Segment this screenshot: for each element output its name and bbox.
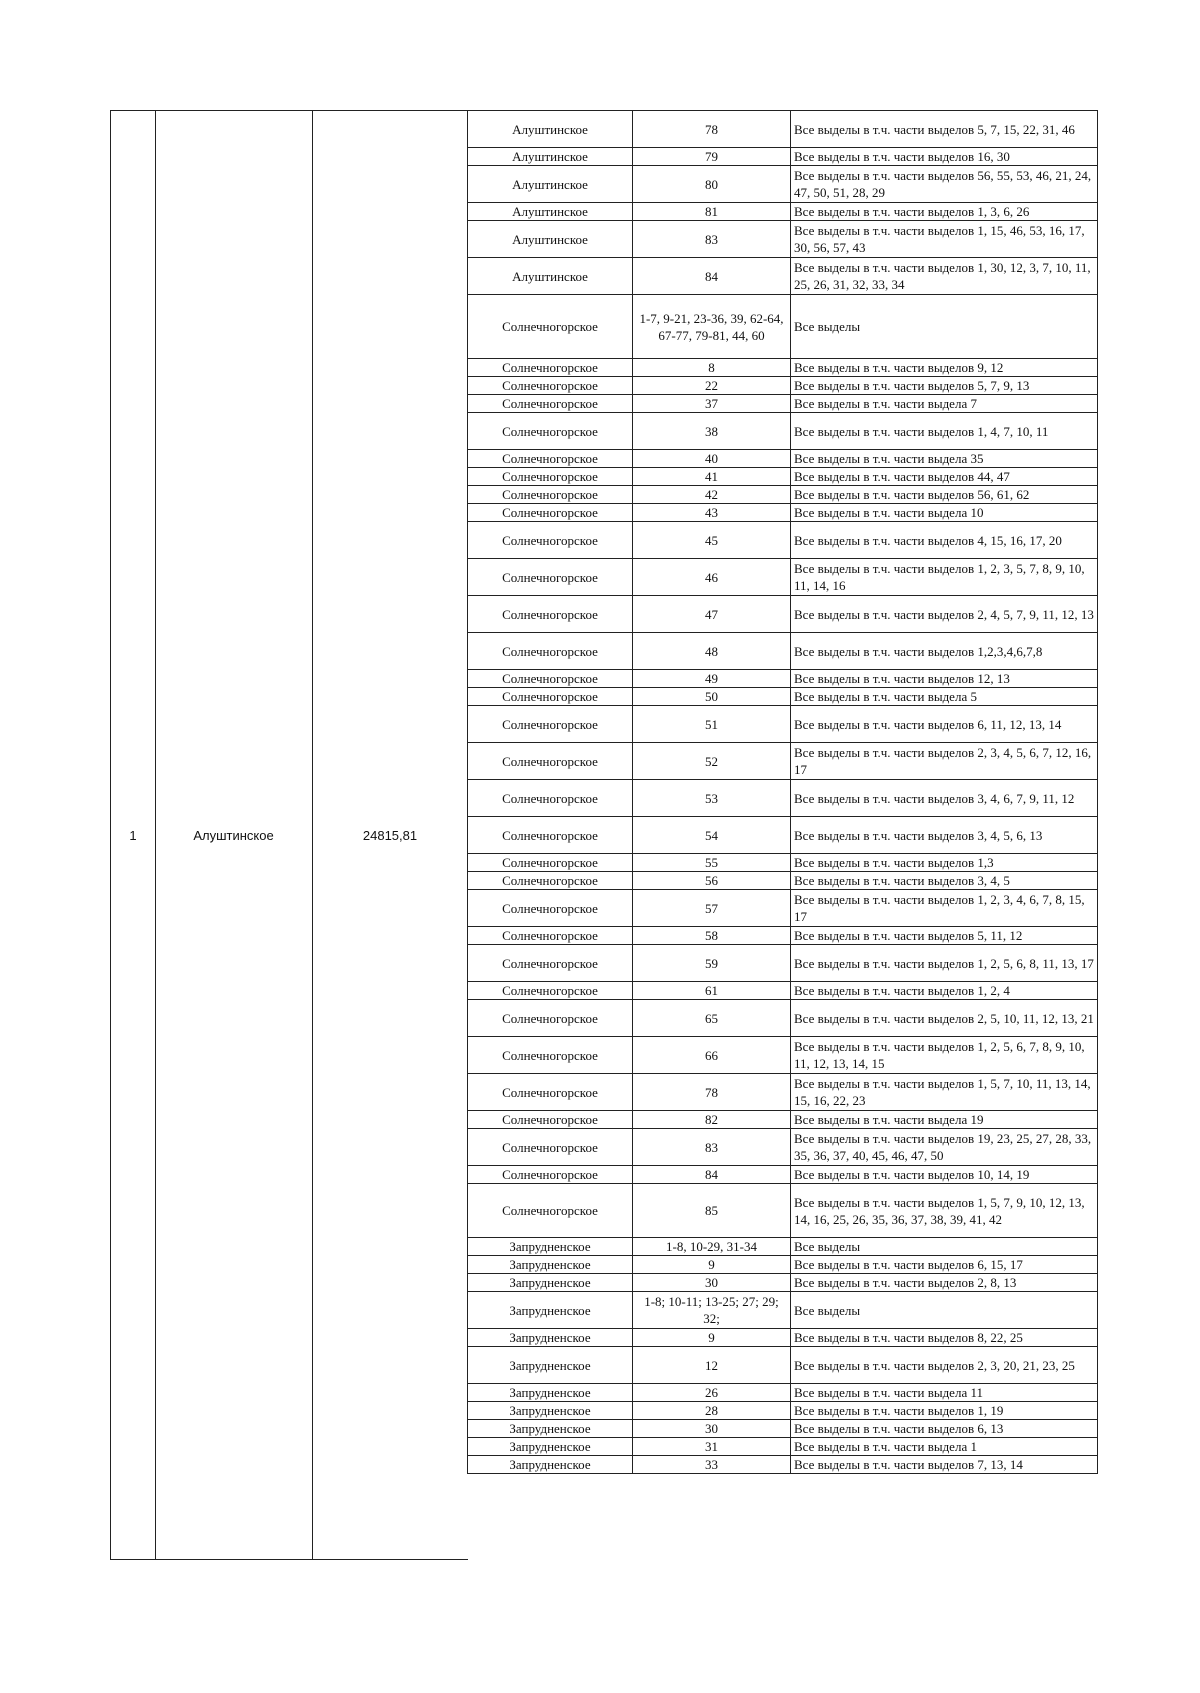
table-row <box>468 1347 1098 1384</box>
table-row <box>468 1074 1098 1111</box>
parcels-cell: Все выделы в т.ч. части выделов 56, 61, 62 <box>791 486 1098 504</box>
quarter-cell: 57 <box>633 890 791 927</box>
forestry-cell: Алуштинское <box>468 258 633 295</box>
forestry-cell: Запрудненское <box>468 1420 633 1438</box>
quarter-cell: 30 <box>633 1420 791 1438</box>
forestry-cell: Солнечногорское <box>468 945 633 982</box>
forestry-cell: Солнечногорское <box>468 395 633 413</box>
parcels-cell: Все выделы в т.ч. части выделов 2, 3, 20, 21, 23, 25 <box>791 1347 1098 1384</box>
quarter-cell: 54 <box>633 817 791 854</box>
parcels-cell: Все выделы в т.ч. части выдела 1 <box>791 1438 1098 1456</box>
table-row <box>468 166 1098 203</box>
table-row <box>468 486 1098 504</box>
quarter-cell: 52 <box>633 743 791 780</box>
district-name: Алуштинское <box>193 827 274 843</box>
forestry-cell: Солнечногорское <box>468 559 633 596</box>
table-row <box>468 221 1098 258</box>
parcels-cell: Все выделы в т.ч. части выделов 1, 4, 7, 10, 11 <box>791 413 1098 450</box>
forestry-cell: Солнечногорское <box>468 450 633 468</box>
forestry-cell: Солнечногорское <box>468 854 633 872</box>
quarter-cell: 22 <box>633 377 791 395</box>
quarter-cell: 55 <box>633 854 791 872</box>
table-row <box>468 817 1098 854</box>
table-row <box>468 596 1098 633</box>
parcels-cell: Все выделы в т.ч. части выделов 5, 11, 12 <box>791 927 1098 945</box>
parcels-cell: Все выделы в т.ч. части выделов 6, 15, 17 <box>791 1256 1098 1274</box>
forestry-cell: Алуштинское <box>468 166 633 203</box>
quarter-cell: 1-7, 9-21, 23-36, 39, 62-64, 67-77, 79-81, 44, 60 <box>633 295 791 359</box>
quarter-cell: 30 <box>633 1274 791 1292</box>
parcels-cell: Все выделы <box>791 1292 1098 1329</box>
table-row <box>468 1329 1098 1347</box>
quarter-cell: 43 <box>633 504 791 522</box>
forestry-cell: Солнечногорское <box>468 872 633 890</box>
table-row <box>468 148 1098 166</box>
quarter-cell: 85 <box>633 1184 791 1238</box>
quarter-cell: 81 <box>633 203 791 221</box>
table-row <box>468 1000 1098 1037</box>
table-row <box>468 1166 1098 1184</box>
table-row <box>468 872 1098 890</box>
table-row <box>468 450 1098 468</box>
parcels-cell: Все выделы в т.ч. части выделов 1, 2, 5, 6, 8, 11, 13, 17 <box>791 945 1098 982</box>
quarter-cell: 83 <box>633 221 791 258</box>
parcels-cell: Все выделы в т.ч. части выделов 3, 4, 5 <box>791 872 1098 890</box>
forestry-cell: Солнечногорское <box>468 413 633 450</box>
quarter-cell: 28 <box>633 1402 791 1420</box>
quarter-cell: 83 <box>633 1129 791 1166</box>
table-row <box>468 927 1098 945</box>
quarter-cell: 1-8; 10-11; 13-25; 27; 29; 32; <box>633 1292 791 1329</box>
quarter-cell: 40 <box>633 450 791 468</box>
forestry-cell: Запрудненское <box>468 1438 633 1456</box>
quarter-cell: 9 <box>633 1329 791 1347</box>
row-number: 1 <box>129 827 137 843</box>
table-row <box>468 688 1098 706</box>
parcels-cell: Все выделы в т.ч. части выделов 6, 13 <box>791 1420 1098 1438</box>
forestry-cell: Солнечногорское <box>468 1129 633 1166</box>
quarter-cell: 38 <box>633 413 791 450</box>
table-row <box>468 780 1098 817</box>
table-row <box>468 743 1098 780</box>
quarter-cell: 9 <box>633 1256 791 1274</box>
forestry-cell: Запрудненское <box>468 1347 633 1384</box>
table-row <box>468 1384 1098 1402</box>
quarter-cell: 46 <box>633 559 791 596</box>
parcels-cell: Все выделы <box>791 1238 1098 1256</box>
parcels-cell: Все выделы в т.ч. части выделов 1, 30, 12, 3, 7, 10, 11, 25, 26, 31, 32, 33, 34 <box>791 258 1098 295</box>
table-row <box>468 203 1098 221</box>
forestry-cell: Запрудненское <box>468 1256 633 1274</box>
parcels-cell: Все выделы в т.ч. части выделов 3, 4, 6, 7, 9, 11, 12 <box>791 780 1098 817</box>
parcels-cell: Все выделы в т.ч. части выделов 8, 22, 25 <box>791 1329 1098 1347</box>
forestry-cell: Солнечногорское <box>468 743 633 780</box>
table-row <box>468 1184 1098 1238</box>
forestry-cell: Солнечногорское <box>468 359 633 377</box>
parcels-cell: Все выделы <box>791 295 1098 359</box>
parcels-cell: Все выделы в т.ч. части выделов 5, 7, 9, 13 <box>791 377 1098 395</box>
forestry-cell: Запрудненское <box>468 1402 633 1420</box>
parcels-cell: Все выделы в т.ч. части выделов 2, 4, 5, 7, 9, 11, 12, 13 <box>791 596 1098 633</box>
parcels-cell: Все выделы в т.ч. части выдела 5 <box>791 688 1098 706</box>
forestry-cell: Солнечногорское <box>468 1111 633 1129</box>
parcels-cell: Все выделы в т.ч. части выделов 19, 23, 25, 27, 28, 33, 35, 36, 37, 40, 45, 46, 47, 50 <box>791 1129 1098 1166</box>
parcels-cell: Все выделы в т.ч. части выделов 1,3 <box>791 854 1098 872</box>
quarter-cell: 8 <box>633 359 791 377</box>
quarter-cell: 47 <box>633 596 791 633</box>
quarter-cell: 78 <box>633 1074 791 1111</box>
quarter-cell: 41 <box>633 468 791 486</box>
parcels-cell: Все выделы в т.ч. части выделов 1, 2, 3, 4, 6, 7, 8, 15, 17 <box>791 890 1098 927</box>
forestry-cell: Запрудненское <box>468 1292 633 1329</box>
quarter-cell: 1-8, 10-29, 31-34 <box>633 1238 791 1256</box>
forestry-cell: Солнечногорское <box>468 1037 633 1074</box>
table-row <box>468 359 1098 377</box>
parcels-cell: Все выделы в т.ч. части выделов 1, 3, 6, 26 <box>791 203 1098 221</box>
quarter-cell: 66 <box>633 1037 791 1074</box>
parcels-cell: Все выделы в т.ч. части выдела 19 <box>791 1111 1098 1129</box>
quarter-cell: 78 <box>633 111 791 148</box>
forestry-cell: Солнечногорское <box>468 504 633 522</box>
forestry-cell: Солнечногорское <box>468 377 633 395</box>
parcels-cell: Все выделы в т.ч. части выделов 1, 2, 5, 6, 7, 8, 9, 10, 11, 12, 13, 14, 15 <box>791 1037 1098 1074</box>
table-row <box>468 1274 1098 1292</box>
parcels-cell: Все выделы в т.ч. части выдела 35 <box>791 450 1098 468</box>
forestry-cell: Запрудненское <box>468 1456 633 1474</box>
parcels-cell: Все выделы в т.ч. части выдела 7 <box>791 395 1098 413</box>
quarter-cell: 26 <box>633 1384 791 1402</box>
table-row <box>468 559 1098 596</box>
forestry-cell: Солнечногорское <box>468 1184 633 1238</box>
parcels-cell: Все выделы в т.ч. части выделов 16, 30 <box>791 148 1098 166</box>
table-row <box>468 468 1098 486</box>
parcels-cell: Все выделы в т.ч. части выделов 1, 2, 3, 5, 7, 8, 9, 10, 11, 14, 16 <box>791 559 1098 596</box>
forestry-cell: Запрудненское <box>468 1329 633 1347</box>
table-row <box>468 1238 1098 1256</box>
parcels-cell: Все выделы в т.ч. части выделов 2, 8, 13 <box>791 1274 1098 1292</box>
forestry-cell: Алуштинское <box>468 203 633 221</box>
quarter-cell: 45 <box>633 522 791 559</box>
quarter-cell: 84 <box>633 1166 791 1184</box>
forestry-cell: Солнечногорское <box>468 522 633 559</box>
table-row <box>468 111 1098 148</box>
table-row <box>468 395 1098 413</box>
quarter-cell: 80 <box>633 166 791 203</box>
forestry-cell: Солнечногорское <box>468 1074 633 1111</box>
quarter-cell: 58 <box>633 927 791 945</box>
table-row <box>468 1037 1098 1074</box>
forestry-cell: Запрудненское <box>468 1238 633 1256</box>
table-row <box>468 854 1098 872</box>
quarter-cell: 65 <box>633 1000 791 1037</box>
parcels-cell: Все выделы в т.ч. части выделов 1, 5, 7, 10, 11, 13, 14, 15, 16, 22, 23 <box>791 1074 1098 1111</box>
table-row <box>468 377 1098 395</box>
forestry-cell: Солнечногорское <box>468 468 633 486</box>
forestry-cell: Солнечногорское <box>468 295 633 359</box>
table-row <box>468 1256 1098 1274</box>
quarter-cell: 33 <box>633 1456 791 1474</box>
quarter-cell: 61 <box>633 982 791 1000</box>
parcels-cell: Все выделы в т.ч. части выделов 2, 3, 4, 5, 6, 7, 12, 16, 17 <box>791 743 1098 780</box>
parcels-cell: Все выделы в т.ч. части выдела 10 <box>791 504 1098 522</box>
quarter-cell: 12 <box>633 1347 791 1384</box>
forestry-cell: Запрудненское <box>468 1384 633 1402</box>
parcels-cell: Все выделы в т.ч. части выделов 6, 11, 12, 13, 14 <box>791 706 1098 743</box>
forestry-cell: Алуштинское <box>468 148 633 166</box>
forestry-cell: Солнечногорское <box>468 633 633 670</box>
parcels-cell: Все выделы в т.ч. части выделов 1, 19 <box>791 1402 1098 1420</box>
quarter-cell: 84 <box>633 258 791 295</box>
parcels-cell: Все выделы в т.ч. части выделов 4, 15, 16, 17, 20 <box>791 522 1098 559</box>
forestry-table <box>467 110 1098 1474</box>
quarter-cell: 82 <box>633 1111 791 1129</box>
parcels-cell: Все выделы в т.ч. части выделов 56, 55, 53, 46, 21, 24, 47, 50, 51, 28, 29 <box>791 166 1098 203</box>
parcels-cell: Все выделы в т.ч. части выдела 11 <box>791 1384 1098 1402</box>
table-row <box>468 504 1098 522</box>
quarter-cell: 59 <box>633 945 791 982</box>
forestry-cell: Солнечногорское <box>468 982 633 1000</box>
table-row <box>468 258 1098 295</box>
parcels-cell: Все выделы в т.ч. части выделов 10, 14, 19 <box>791 1166 1098 1184</box>
parcels-cell: Все выделы в т.ч. части выделов 5, 7, 15, 22, 31, 46 <box>791 111 1098 148</box>
left-columns <box>110 110 468 1560</box>
forestry-cell: Алуштинское <box>468 221 633 258</box>
quarter-cell: 49 <box>633 670 791 688</box>
parcels-cell: Все выделы в т.ч. части выделов 7, 13, 14 <box>791 1456 1098 1474</box>
table-row <box>468 633 1098 670</box>
forestry-cell: Солнечногорское <box>468 1000 633 1037</box>
forestry-cell: Солнечногорское <box>468 688 633 706</box>
quarter-cell: 53 <box>633 780 791 817</box>
table-row <box>468 1129 1098 1166</box>
parcels-cell: Все выделы в т.ч. части выделов 44, 47 <box>791 468 1098 486</box>
district-area: 24815,81 <box>362 827 418 843</box>
table-row <box>468 1420 1098 1438</box>
forestry-cell: Солнечногорское <box>468 1166 633 1184</box>
forestry-table-body <box>468 111 1098 1474</box>
table-row <box>468 1111 1098 1129</box>
forestry-cell: Солнечногорское <box>468 890 633 927</box>
table-row <box>468 670 1098 688</box>
quarter-cell: 51 <box>633 706 791 743</box>
forestry-cell: Солнечногорское <box>468 486 633 504</box>
table-row <box>468 522 1098 559</box>
forestry-cell: Солнечногорское <box>468 927 633 945</box>
table-row <box>468 890 1098 927</box>
table-row <box>468 413 1098 450</box>
table-row <box>468 1402 1098 1420</box>
forestry-cell: Алуштинское <box>468 111 633 148</box>
quarter-cell: 56 <box>633 872 791 890</box>
quarter-cell: 37 <box>633 395 791 413</box>
table-row <box>468 295 1098 359</box>
quarter-cell: 79 <box>633 148 791 166</box>
table-row <box>468 945 1098 982</box>
forestry-cell: Солнечногорское <box>468 670 633 688</box>
parcels-cell: Все выделы в т.ч. части выделов 1, 15, 46, 53, 16, 17, 30, 56, 57, 43 <box>791 221 1098 258</box>
table-row <box>468 982 1098 1000</box>
forestry-cell: Солнечногорское <box>468 706 633 743</box>
quarter-cell: 50 <box>633 688 791 706</box>
forestry-cell: Солнечногорское <box>468 780 633 817</box>
table-row <box>468 1438 1098 1456</box>
parcels-cell: Все выделы в т.ч. части выделов 2, 5, 10, 11, 12, 13, 21 <box>791 1000 1098 1037</box>
parcels-cell: Все выделы в т.ч. части выделов 3, 4, 5, 6, 13 <box>791 817 1098 854</box>
parcels-cell: Все выделы в т.ч. части выделов 9, 12 <box>791 359 1098 377</box>
quarter-cell: 42 <box>633 486 791 504</box>
table-row <box>468 1456 1098 1474</box>
quarter-cell: 48 <box>633 633 791 670</box>
forestry-cell: Солнечногорское <box>468 596 633 633</box>
forestry-cell: Запрудненское <box>468 1274 633 1292</box>
parcels-cell: Все выделы в т.ч. части выделов 12, 13 <box>791 670 1098 688</box>
quarter-cell: 31 <box>633 1438 791 1456</box>
parcels-cell: Все выделы в т.ч. части выделов 1, 2, 4 <box>791 982 1098 1000</box>
forestry-cell: Солнечногорское <box>468 817 633 854</box>
table-row <box>468 706 1098 743</box>
table-row <box>468 1292 1098 1329</box>
parcels-cell: Все выделы в т.ч. части выделов 1, 5, 7, 9, 10, 12, 13, 14, 16, 25, 26, 35, 36, 37, 38, 39, 41, 42 <box>791 1184 1098 1238</box>
parcels-cell: Все выделы в т.ч. части выделов 1,2,3,4,6,7,8 <box>791 633 1098 670</box>
